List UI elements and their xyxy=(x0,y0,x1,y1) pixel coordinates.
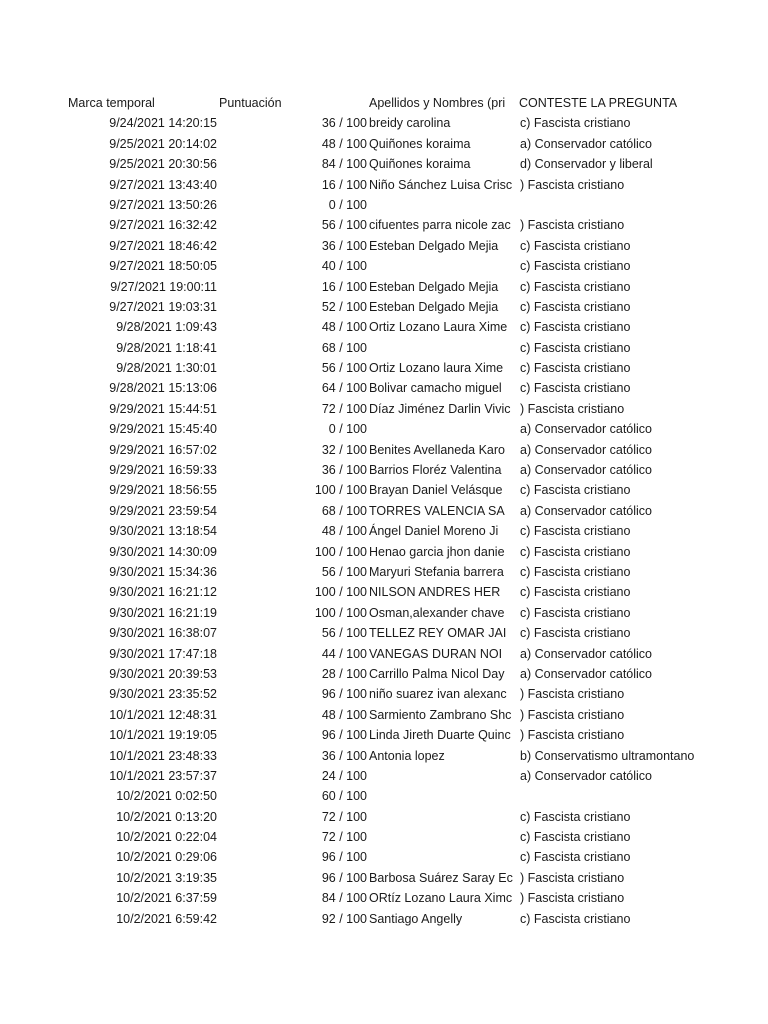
score-cell[interactable]: 96 / 100 xyxy=(321,850,367,865)
timestamp-cell[interactable]: 9/29/2021 18:56:55 xyxy=(109,483,217,498)
name-cell[interactable]: Ángel Daniel Moreno Ji xyxy=(369,524,499,539)
name-cell[interactable]: Ortiz Lozano Laura Xime xyxy=(369,320,508,335)
score-cell[interactable]: 100 / 100 xyxy=(314,585,367,600)
timestamp-cell[interactable]: 9/25/2021 20:30:56 xyxy=(109,157,217,172)
table-row xyxy=(0,603,768,623)
timestamp-cell[interactable]: 9/27/2021 16:32:42 xyxy=(109,218,217,233)
score-cell[interactable]: 44 / 100 xyxy=(321,646,367,661)
answer-cell[interactable]: c) Fascista cristiano xyxy=(520,626,631,641)
answer-cell[interactable]: ) Fascista cristiano xyxy=(520,870,625,885)
table-body xyxy=(0,113,768,929)
score-cell[interactable]: 40 / 100 xyxy=(321,259,367,274)
timestamp-cell[interactable]: 9/30/2021 16:21:19 xyxy=(109,605,217,620)
score-cell[interactable]: 84 / 100 xyxy=(321,157,367,172)
answer-cell[interactable]: c) Fascista cristiano xyxy=(520,340,631,355)
timestamp-cell[interactable]: 9/24/2021 14:20:15 xyxy=(109,116,217,131)
timestamp-cell[interactable]: 9/27/2021 18:46:42 xyxy=(109,238,217,253)
table-row xyxy=(0,297,768,317)
answer-cell[interactable]: c) Fascista cristiano xyxy=(520,911,631,926)
answer-cell[interactable]: a) Conservador católico xyxy=(520,646,653,661)
timestamp-cell[interactable]: 9/30/2021 14:30:09 xyxy=(109,544,217,559)
timestamp-cell[interactable]: 9/30/2021 16:38:07 xyxy=(109,626,217,641)
score-cell[interactable]: 32 / 100 xyxy=(321,442,367,457)
name-cell[interactable]: Benites Avellaneda Karo xyxy=(369,442,505,457)
timestamp-cell[interactable]: 10/2/2021 0:02:50 xyxy=(116,789,217,804)
table-row xyxy=(0,215,768,235)
table-row xyxy=(0,134,768,154)
timestamp-cell[interactable]: 9/29/2021 16:59:33 xyxy=(109,463,217,478)
header-question[interactable]: CONTESTE LA PREGUNTA xyxy=(519,96,678,110)
header-row xyxy=(0,93,768,113)
table-row xyxy=(0,358,768,378)
name-cell[interactable]: Esteban Delgado Mejia xyxy=(369,238,499,253)
table-row xyxy=(0,399,768,419)
table-row xyxy=(0,909,768,929)
score-cell[interactable]: 96 / 100 xyxy=(321,687,367,702)
timestamp-cell[interactable]: 9/30/2021 13:18:54 xyxy=(109,524,217,539)
score-cell[interactable]: 0 / 100 xyxy=(328,197,367,212)
name-cell[interactable]: TORRES VALENCIA SA xyxy=(369,503,505,518)
timestamp-cell[interactable]: 9/29/2021 23:59:54 xyxy=(109,503,217,518)
answer-cell[interactable]: ) Fascista cristiano xyxy=(520,401,625,416)
name-cell[interactable]: Ortiz Lozano laura Xime xyxy=(369,361,504,376)
name-cell[interactable]: Sarmiento Zambrano Shc xyxy=(369,707,512,722)
table-row xyxy=(0,766,768,786)
answer-cell[interactable]: d) Conservador y liberal xyxy=(520,157,653,172)
timestamp-cell[interactable]: 10/2/2021 0:22:04 xyxy=(116,830,217,845)
timestamp-cell[interactable]: 9/28/2021 1:18:41 xyxy=(116,340,217,355)
table-row xyxy=(0,338,768,358)
answer-cell[interactable]: a) Conservador católico xyxy=(520,136,653,151)
score-cell[interactable]: 60 / 100 xyxy=(321,789,367,804)
name-cell[interactable]: Quiñones koraima xyxy=(369,136,471,151)
table-row xyxy=(0,175,768,195)
timestamp-cell[interactable]: 10/2/2021 0:13:20 xyxy=(116,809,217,824)
score-cell[interactable]: 36 / 100 xyxy=(321,463,367,478)
answer-cell[interactable]: c) Fascista cristiano xyxy=(520,564,631,579)
timestamp-cell[interactable]: 9/28/2021 1:30:01 xyxy=(116,361,217,376)
timestamp-cell[interactable]: 10/2/2021 6:37:59 xyxy=(116,891,217,906)
score-cell[interactable]: 24 / 100 xyxy=(321,768,367,783)
timestamp-cell[interactable]: 9/25/2021 20:14:02 xyxy=(109,136,217,151)
timestamp-cell[interactable]: 9/28/2021 1:09:43 xyxy=(116,320,217,335)
answer-cell[interactable]: a) Conservador católico xyxy=(520,503,653,518)
timestamp-cell[interactable]: 10/1/2021 12:48:31 xyxy=(109,707,217,722)
answer-cell[interactable]: c) Fascista cristiano xyxy=(520,259,631,274)
name-cell[interactable]: Barrios Floréz Valentina xyxy=(369,463,502,478)
timestamp-cell[interactable]: 9/27/2021 13:50:26 xyxy=(109,197,217,212)
score-cell[interactable]: 64 / 100 xyxy=(321,381,367,396)
score-cell[interactable]: 72 / 100 xyxy=(321,830,367,845)
name-cell[interactable]: cifuentes parra nicole zac xyxy=(369,218,511,233)
table-row xyxy=(0,786,768,806)
score-cell[interactable]: 16 / 100 xyxy=(321,279,367,294)
name-cell[interactable]: ORtíz Lozano Laura Ximc xyxy=(369,891,513,906)
answer-cell[interactable]: c) Fascista cristiano xyxy=(520,238,631,253)
table-row xyxy=(0,440,768,460)
table-row xyxy=(0,521,768,541)
header-name[interactable]: Apellidos y Nombres (pri xyxy=(369,96,506,110)
timestamp-cell[interactable]: 9/29/2021 16:57:02 xyxy=(109,442,217,457)
answer-cell[interactable]: ) Fascista cristiano xyxy=(520,218,625,233)
answer-cell[interactable]: c) Fascista cristiano xyxy=(520,850,631,865)
table-row xyxy=(0,664,768,684)
table-row xyxy=(0,419,768,439)
name-cell[interactable]: Esteban Delgado Mejia xyxy=(369,299,499,314)
name-cell[interactable]: Linda Jireth Duarte Quinc xyxy=(369,728,511,743)
score-cell[interactable]: 56 / 100 xyxy=(321,626,367,641)
score-cell[interactable]: 68 / 100 xyxy=(321,340,367,355)
timestamp-cell[interactable]: 10/2/2021 6:59:42 xyxy=(116,911,217,926)
table-row xyxy=(0,582,768,602)
answer-cell[interactable]: c) Fascista cristiano xyxy=(520,361,631,376)
table-row xyxy=(0,562,768,582)
table-row xyxy=(0,847,768,867)
score-cell[interactable]: 36 / 100 xyxy=(321,116,367,131)
score-cell[interactable]: 96 / 100 xyxy=(321,728,367,743)
score-cell[interactable]: 84 / 100 xyxy=(321,891,367,906)
table-row xyxy=(0,154,768,174)
timestamp-cell[interactable]: 9/27/2021 19:03:31 xyxy=(109,299,217,314)
answer-cell[interactable]: c) Fascista cristiano xyxy=(520,585,631,600)
answer-cell[interactable]: a) Conservador católico xyxy=(520,442,653,457)
answer-cell[interactable]: c) Fascista cristiano xyxy=(520,544,631,559)
table-row xyxy=(0,480,768,500)
name-cell[interactable]: Díaz Jiménez Darlin Vivic xyxy=(369,401,511,416)
table-row xyxy=(0,277,768,297)
timestamp-cell[interactable]: 9/30/2021 15:34:36 xyxy=(109,564,217,579)
name-cell[interactable]: Henao garcia jhon danie xyxy=(369,544,505,559)
table-row xyxy=(0,542,768,562)
name-cell[interactable]: Maryuri Stefania barrera xyxy=(369,564,504,579)
table-row xyxy=(0,705,768,725)
answer-cell[interactable]: c) Fascista cristiano xyxy=(520,116,631,131)
timestamp-cell[interactable]: 9/29/2021 15:45:40 xyxy=(109,422,217,437)
table-row xyxy=(0,746,768,766)
name-cell[interactable]: Bolivar camacho miguel xyxy=(369,381,502,396)
answer-cell[interactable]: c) Fascista cristiano xyxy=(520,483,631,498)
name-cell[interactable]: Osman,alexander chave xyxy=(369,605,505,620)
name-cell[interactable]: Quiñones koraima xyxy=(369,157,471,172)
timestamp-cell[interactable]: 9/28/2021 15:13:06 xyxy=(109,381,217,396)
answer-cell[interactable]: ) Fascista cristiano xyxy=(520,177,625,192)
name-cell[interactable]: VANEGAS DURAN NOI xyxy=(369,646,503,661)
score-cell[interactable]: 36 / 100 xyxy=(321,748,367,763)
table-row xyxy=(0,236,768,256)
answer-cell[interactable]: c) Fascista cristiano xyxy=(520,605,631,620)
table-row xyxy=(0,501,768,521)
timestamp-cell[interactable]: 10/2/2021 3:19:35 xyxy=(116,870,217,885)
timestamp-cell[interactable]: 9/27/2021 18:50:05 xyxy=(109,259,217,274)
timestamp-cell[interactable]: 10/1/2021 19:19:05 xyxy=(109,728,217,743)
table-row xyxy=(0,725,768,745)
answer-cell[interactable]: c) Fascista cristiano xyxy=(520,830,631,845)
answer-cell[interactable]: b) Conservatismo ultramontano xyxy=(520,748,695,763)
score-cell[interactable]: 72 / 100 xyxy=(321,809,367,824)
timestamp-cell[interactable]: 9/30/2021 17:47:18 xyxy=(109,646,217,661)
spreadsheet xyxy=(0,93,768,929)
score-cell[interactable]: 72 / 100 xyxy=(321,401,367,416)
score-cell[interactable]: 48 / 100 xyxy=(321,320,367,335)
score-cell[interactable]: 52 / 100 xyxy=(321,299,367,314)
table-row xyxy=(0,378,768,398)
answer-cell[interactable]: c) Fascista cristiano xyxy=(520,381,631,396)
score-cell[interactable]: 68 / 100 xyxy=(321,503,367,518)
score-cell[interactable]: 48 / 100 xyxy=(321,524,367,539)
answer-cell[interactable]: ) Fascista cristiano xyxy=(520,728,625,743)
name-cell[interactable]: niño suarez ivan alexanc xyxy=(369,687,507,702)
name-cell[interactable]: Antonia lopez xyxy=(369,748,445,763)
timestamp-cell[interactable]: 9/30/2021 23:35:52 xyxy=(109,687,217,702)
score-cell[interactable]: 100 / 100 xyxy=(314,483,367,498)
answer-cell[interactable]: a) Conservador católico xyxy=(520,666,653,681)
answer-cell[interactable]: ) Fascista cristiano xyxy=(520,891,625,906)
table-row xyxy=(0,888,768,908)
score-cell[interactable]: 48 / 100 xyxy=(321,707,367,722)
score-cell[interactable]: 0 / 100 xyxy=(328,422,367,437)
timestamp-cell[interactable]: 9/27/2021 19:00:11 xyxy=(110,279,217,294)
score-cell[interactable]: 92 / 100 xyxy=(321,911,367,926)
answer-cell[interactable]: c) Fascista cristiano xyxy=(520,320,631,335)
table-row xyxy=(0,807,768,827)
name-cell[interactable]: Barbosa Suárez Saray Ec xyxy=(369,870,513,885)
table-row xyxy=(0,195,768,215)
table-row xyxy=(0,623,768,643)
score-cell[interactable]: 16 / 100 xyxy=(321,177,367,192)
timestamp-cell[interactable]: 10/1/2021 23:57:37 xyxy=(109,768,217,783)
answer-cell[interactable]: ) Fascista cristiano xyxy=(520,687,625,702)
timestamp-cell[interactable]: 9/27/2021 13:43:40 xyxy=(109,177,217,192)
answer-cell[interactable]: ) Fascista cristiano xyxy=(520,707,625,722)
timestamp-cell[interactable]: 9/30/2021 20:39:53 xyxy=(109,666,217,681)
table-row xyxy=(0,113,768,133)
score-cell[interactable]: 36 / 100 xyxy=(321,238,367,253)
score-cell[interactable]: 48 / 100 xyxy=(321,136,367,151)
name-cell[interactable]: TELLEZ REY OMAR JAI xyxy=(369,626,507,641)
name-cell[interactable]: breidy carolina xyxy=(369,116,451,131)
score-cell[interactable]: 100 / 100 xyxy=(314,544,367,559)
table-row xyxy=(0,644,768,664)
score-cell[interactable]: 56 / 100 xyxy=(321,361,367,376)
answer-cell[interactable]: c) Fascista cristiano xyxy=(520,524,631,539)
table-row xyxy=(0,317,768,337)
name-cell[interactable]: Esteban Delgado Mejia xyxy=(369,279,499,294)
score-cell[interactable]: 56 / 100 xyxy=(321,564,367,579)
name-cell[interactable]: Brayan Daniel Velásque xyxy=(369,483,503,498)
name-cell[interactable]: NILSON ANDRES HER xyxy=(369,585,501,600)
header-timestamp[interactable]: Marca temporal xyxy=(68,96,155,110)
answer-cell[interactable]: c) Fascista cristiano xyxy=(520,299,631,314)
answer-cell[interactable]: c) Fascista cristiano xyxy=(520,279,631,294)
answer-cell[interactable]: a) Conservador católico xyxy=(520,768,653,783)
name-cell[interactable]: Carrillo Palma Nicol Day xyxy=(369,666,505,681)
name-cell[interactable]: Niño Sánchez Luisa Crisc xyxy=(369,177,513,192)
score-cell[interactable]: 56 / 100 xyxy=(321,218,367,233)
score-cell[interactable]: 96 / 100 xyxy=(321,870,367,885)
table-row xyxy=(0,684,768,704)
answer-cell[interactable]: a) Conservador católico xyxy=(520,422,653,437)
timestamp-cell[interactable]: 9/30/2021 16:21:12 xyxy=(109,585,217,600)
name-cell[interactable]: Santiago Angelly xyxy=(369,911,463,926)
score-cell[interactable]: 100 / 100 xyxy=(314,605,367,620)
table-row xyxy=(0,827,768,847)
answer-cell[interactable]: a) Conservador católico xyxy=(520,463,653,478)
table-row xyxy=(0,460,768,480)
table-row xyxy=(0,256,768,276)
answer-cell[interactable]: c) Fascista cristiano xyxy=(520,809,631,824)
score-cell[interactable]: 28 / 100 xyxy=(321,666,367,681)
header-score[interactable]: Puntuación xyxy=(219,96,282,110)
timestamp-cell[interactable]: 10/1/2021 23:48:33 xyxy=(109,748,217,763)
timestamp-cell[interactable]: 9/29/2021 15:44:51 xyxy=(109,401,217,416)
timestamp-cell[interactable]: 10/2/2021 0:29:06 xyxy=(116,850,217,865)
table-row xyxy=(0,868,768,888)
